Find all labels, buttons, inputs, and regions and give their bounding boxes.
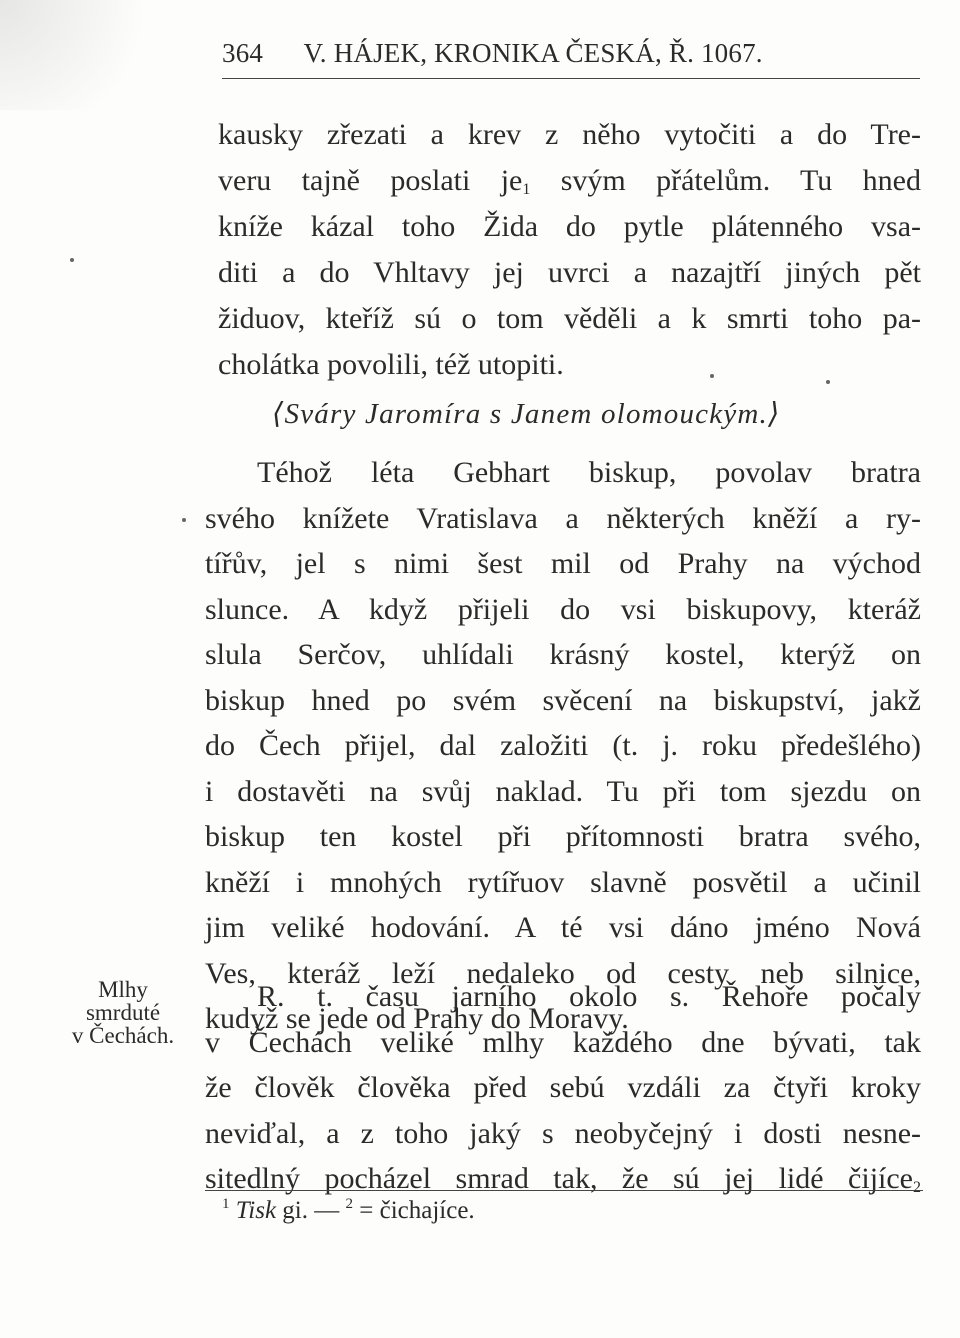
scan-speck	[182, 518, 186, 522]
text-fragment: svým přátelům. Tu hned	[530, 164, 921, 197]
footnote-mark: 2	[913, 1179, 921, 1196]
scan-speck	[710, 374, 714, 378]
text-line: jim veliké hodování. A té vsi dáno jméno Nová	[205, 911, 921, 944]
paragraph-1	[218, 112, 921, 388]
page-number: 364	[222, 38, 264, 68]
margin-note	[58, 978, 188, 1047]
paragraph-2	[205, 450, 921, 1042]
footnote-number: 1	[222, 1196, 230, 1212]
footnote-text: gi. —	[276, 1197, 346, 1224]
text-line: kníže kázal toho Žida do pytle plátenného vsa-	[218, 210, 921, 243]
text-line: kněží i mnohých rytířuov slavně posvětil a učinil	[205, 865, 921, 899]
text-line: svého knížete Vratislava a některých kněží a ry-	[205, 501, 921, 535]
text-line: židuov, kteříž sú o tom věděli a k smrti toho pa-	[218, 302, 921, 335]
header-rule	[222, 78, 920, 79]
text-line: v Čechách veliké mlhy každého dne bývati, tak	[205, 1025, 921, 1059]
margin-note-line: smrduté	[85, 1000, 161, 1025]
footnote-text: = čichajíce.	[353, 1197, 475, 1224]
footnote-mark: 1	[522, 181, 531, 198]
page-header	[222, 38, 922, 69]
text-line: neviďal, a z toho jaký s neobyčejný i dosti nesne-	[205, 1116, 921, 1150]
paragraph-3	[205, 974, 921, 1202]
text-line	[218, 158, 921, 204]
footnote-italic: Tisk	[235, 1197, 277, 1224]
margin-note-line: v Čechách.	[71, 1023, 175, 1048]
text-line: že člověk člověka před sebú vzdáli za čtyři kroky	[205, 1071, 921, 1104]
section-heading: ⟨Sváry Jaromíra s Janem olomouckým.⟩	[272, 398, 781, 430]
footnote-rule	[205, 1190, 923, 1191]
text-fragment: veru tajně poslati je	[218, 164, 523, 197]
text-line: cholátka povolili, též utopiti.	[218, 348, 564, 381]
text-line: biskup ten kostel při přítomnosti bratra svého,	[205, 820, 921, 853]
text-line: slula Serčov, uhlídali krásný kostel, kterýž on	[205, 638, 921, 671]
text-line: do Čech přijel, dal založiti (t. j. roku předešlého)	[205, 729, 921, 762]
text-line: R. t. času jarního okolo s. Řehoře počaly	[257, 980, 921, 1013]
running-title: V. HÁJEK, KRONIKA ČESKÁ, Ř. 1067.	[303, 38, 763, 68]
text-line: diti a do Vhltavy jej uvrci a nazajtří jiných pět	[218, 256, 921, 289]
footnotes	[222, 1196, 475, 1225]
margin-note-line: Mlhy	[98, 977, 148, 1002]
text-line: Ves, kteráž leží nedaleko od cesty neb silnice,	[205, 956, 921, 990]
footnote-number: 2	[345, 1196, 353, 1212]
text-line	[205, 1156, 921, 1202]
text-fragment: sitedlný pocházel smrad tak, že sú jej lidé čijíce	[205, 1162, 913, 1195]
scan-speck	[826, 380, 830, 384]
text-line: tířův, jel s nimi šest mil od Prahy na východ	[205, 547, 921, 580]
text-line: kausky zřezati a krev z něho vytočiti a do Tre-	[218, 118, 921, 151]
text-line: Téhož léta Gebhart biskup, povolav bratra	[257, 456, 921, 489]
text-line: kudyž se jede od Prahy do Moravy.	[205, 1002, 629, 1035]
text-line: biskup hned po svém svěcení na biskupství, jakž	[205, 683, 921, 717]
scan-speck	[70, 258, 74, 262]
text-line: i dostavěti na svůj naklad. Tu při tom sjezdu on	[205, 774, 921, 808]
scan-shading	[0, 0, 160, 110]
text-line: slunce. A když přijeli do vsi biskupovy, kteráž	[205, 592, 921, 626]
